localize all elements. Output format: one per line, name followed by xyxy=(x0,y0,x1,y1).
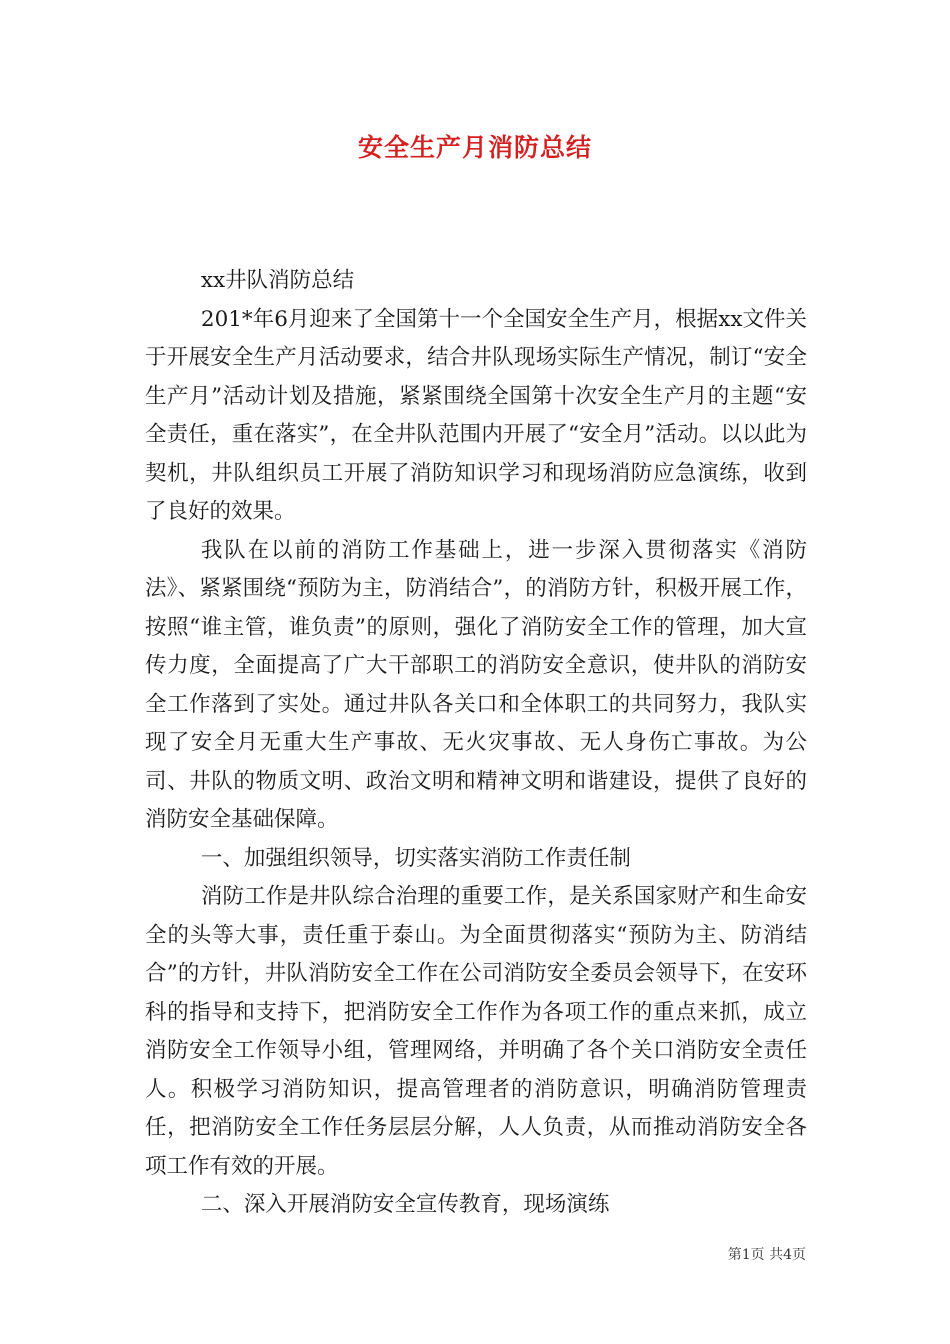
paragraph: 201*年6月迎来了全国第十一个全国安全生产月，根据xx文件关于开展安全生产月活动要求，结合井队现场实际生产情况，制订“安全生产月”活动计划及措施，紧紧围绕全国第十次安全生产月的主题“安全责任，重在落实”，在全井队范围内开展了“安全月”活动。以以此为契机，井队组织员工开展了消防知识学习和现场消防应急演练，收到了良好的效果。 xyxy=(145,306,807,524)
document-body xyxy=(145,262,807,1225)
document-title: 安全生产月消防总结 xyxy=(357,133,592,162)
page-number: 第1页 共4页 xyxy=(727,1247,806,1263)
paragraph: 消防工作是井队综合治理的重要工作，是关系国家财产和生命安全的头等大事，责任重于泰山。为全面贯彻落实“预防为主、防消结合”的方针，井队消防安全工作在公司消防安全委员会领导下，在安环科的指导和支持下，把消防安全工作作为各项工作的重点来抓，成立消防安全工作领导小组，管理网络，并明确了各个关口消防安全责任人。积极学习消防知识，提高管理者的消防意识，明确消防管理责任，把消防安全工作任务层层分解，人人负责，从而推动消防安全各项工作有效的开展。 xyxy=(145,884,807,1179)
section-heading: 一、加强组织领导，切实落实消防工作责任制 xyxy=(200,845,631,871)
paragraph: 我队在以前的消防工作基础上，进一步深入贯彻落实《消防法》、紧紧围绕“预防为主，防消结合”，的消防方针，积极开展工作，按照“谁主管，谁负责”的原则，强化了消防安全工作的管理，加大宣传力度，全面提高了广大干部职工的消防安全意识，使井队的消防安全工作落到了实处。通过井队各关口和全体职工的共同努力，我队实现了安全月无重大生产事故、无火灾事故、无人身伤亡事故。为公司、井队的物质文明、政治文明和精神文明和谐建设，提供了良好的消防安全基础保障。 xyxy=(145,537,807,832)
paragraph-heading: xx井队消防总结 xyxy=(200,268,355,293)
section-heading: 二、深入开展消防安全宣传教育，现场演练 xyxy=(200,1192,610,1217)
